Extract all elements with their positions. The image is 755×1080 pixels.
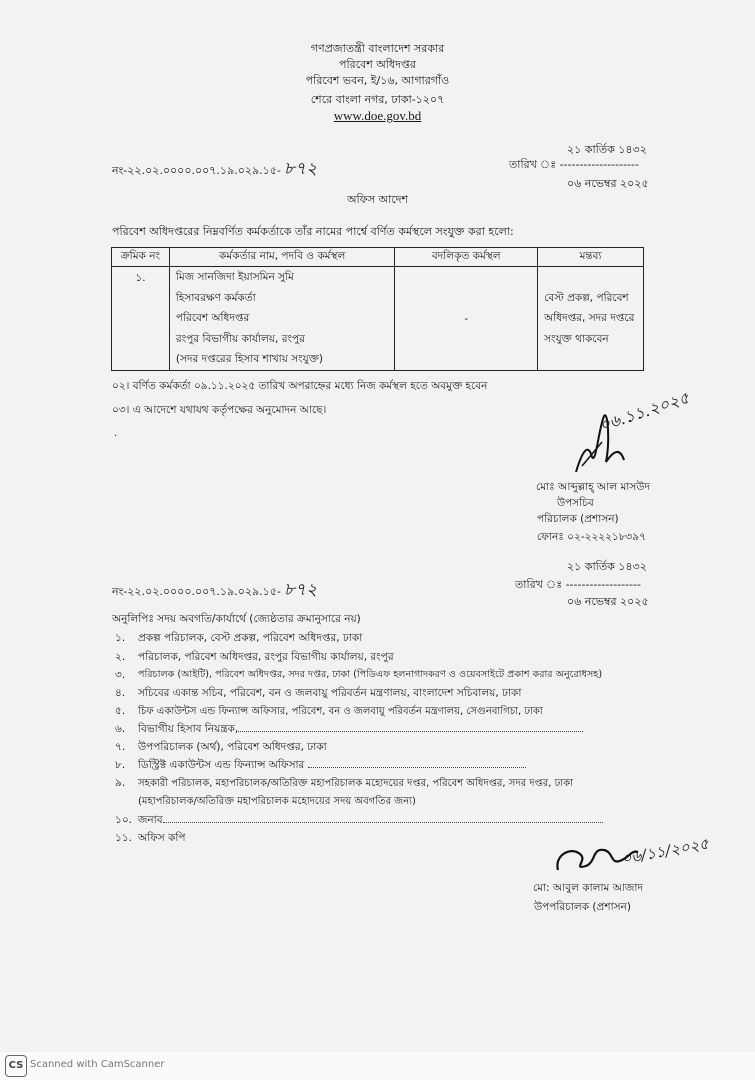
govt-title: গণপ্রজাতন্ত্রী বাংলাদেশ সরকার <box>310 42 445 55</box>
signature-2-date: ০৬/১১/২০২৫ <box>620 834 711 868</box>
copy-list-title: অনুলিপিঃ সদয় অবগতি/কার্যার্থে (জ্যেষ্ঠতার ক্রমানুসারে নয়) <box>112 613 361 625</box>
memo2-date-english: ০৬ নভেম্বর ২০২৫ <box>567 595 649 608</box>
fill-line <box>163 822 603 823</box>
officer-designation: হিসাবরক্ষণ কর্মকর্তা <box>175 291 256 304</box>
memo2-number: নং-২২.০২.০০০০.০০৭.১৯.০২৯.১৫- ৮৭২ <box>112 580 318 600</box>
handwritten-memo2-no: ৮৭২ <box>283 580 318 600</box>
copy-item-num: ১. <box>115 632 126 644</box>
cell-remarks <box>538 267 644 371</box>
copy-item-num: ৫. <box>115 705 126 717</box>
officer-office: রংপুর বিভাগীয় কার্যালয়, রংপুর <box>175 332 305 345</box>
officer-department: পরিবেশ অধিদপ্তর <box>175 312 250 324</box>
copy-item: সচিবের একান্ত সচিব, পরিবেশ, বন ও জলবায়ু পরিবর্তন মন্ত্রণালয়, বাংলাদেশ সচিবালয়, ঢাকা <box>138 687 522 699</box>
officer-name: মিজ সানজিদা ইয়াসমিন সুমি <box>175 271 294 283</box>
department-name: পরিবেশ অধিদপ্তর <box>339 58 416 71</box>
memo-number: নং-২২.০২.০০০০.০০৭.১৯.০২৯.১৫- ৮৭২ <box>112 159 318 179</box>
camscanner-logo: CS <box>5 1055 27 1077</box>
table-header-row <box>112 248 644 267</box>
copy-item-note: (মহাপরিচালক/অতিরিক্ত মহাপরিচালক মহোদয়ের সদয় অবগতির জন্য) <box>138 796 416 807</box>
copy-item: চিফ একাউন্টস এন্ড ফিন্যান্স অফিসার, পরিবেশ, বন ও জলবায়ু পরিবর্তন মন্ত্রণালয়, সেগুনবাগিচা, ঢাকা <box>138 706 543 717</box>
copy-item-num: ৪. <box>115 687 126 699</box>
address-line1: পরিবেশ ভবন, ই/১৬, আগারগাঁও <box>305 74 450 87</box>
office-order-title: অফিস আদেশ <box>346 193 408 206</box>
copy-item: পরিচালক, পরিবেশ অধিদপ্তর, রংপুর বিভাগীয় কার্যালয়, রংপুর <box>138 651 394 663</box>
memo-date-bangla: ২১ কার্তিক ১৪৩২ <box>567 143 647 156</box>
memo-date: তারিখ ঃ -------------------- <box>509 158 639 171</box>
cell-transfer: - <box>395 267 538 371</box>
signature-1-date: ০৬.১১.২০২৫ <box>596 388 692 435</box>
fill-line <box>238 731 583 732</box>
memo2-date: তারিখ ঃ ------------------- <box>515 578 641 591</box>
signatory-1-designation: উপসচিব <box>557 497 594 509</box>
memo2-date-bangla: ২১ কার্তিক ১৪৩২ <box>567 560 647 573</box>
website-link[interactable]: www.doe.gov.bd <box>333 108 422 123</box>
copy-item-num: ২. <box>115 651 126 663</box>
handwritten-memo-no: ৮৭২ <box>283 159 318 179</box>
point-02: ০২। বর্ণিত কর্মকর্তা ০৯.১১.২০২৫ তারিখ অপরাহ্নের মধ্যে নিজ কর্মস্থল হতে অবমুক্ত হবেন <box>112 380 488 392</box>
memo-date-english: ০৬ নভেম্বর ২০২৫ <box>567 177 649 190</box>
officer-table <box>111 247 644 371</box>
stray-dot: . <box>114 428 118 439</box>
col-officer: কর্মকর্তার নাম, পদবি ও কর্মস্থল <box>169 248 395 267</box>
copy-item: অফিস কপি <box>138 832 186 844</box>
copy-item: ডিস্ট্রিক্ট একাউন্টস এন্ড ফিন্যান্স অফিসার <box>138 758 526 775</box>
signatory-1-role: পরিচালক (প্রশাসন) <box>537 513 619 525</box>
remarks-line: সংযুক্ত থাকবেন <box>544 332 609 345</box>
address-line2: শেরে বাংলা নগর, ঢাকা-১২০৭ <box>310 93 445 106</box>
scanner-text: Scanned with CamScanner <box>30 1059 165 1070</box>
signatory-1-phone: ফোনঃ ০২-২২২২১৮৩৯৭ <box>537 531 647 543</box>
officer-attachment: (সদর দপ্তরের হিসাব শাখায় সংযুক্ত) <box>175 353 324 365</box>
office-order-intro: পরিবেশ অধিদপ্তরের নিম্নবর্ণিত কর্মকর্তাকে তাঁর নামের পার্শ্বে বর্ণিত কর্মস্থলে সংযুক্ত করা হলো: <box>112 225 514 238</box>
cell-officer <box>169 267 395 371</box>
col-transfer: বদলিকৃত কর্মস্থল <box>395 248 538 267</box>
signatory-2-name: মো: আবুল কালাম আজাদ <box>533 882 643 894</box>
copy-item-num: ৩. <box>115 669 126 681</box>
fill-line <box>308 767 526 768</box>
point-03: ০৩। এ আদেশে যথাযথ কর্তৃপক্ষের অনুমোদন আছে। <box>112 404 327 416</box>
copy-item: পরিচালক (আইটি), পরিবেশ অধিদপ্তর, সদর দপ্তর, ঢাকা (পিডিএফ হলনাগাদকরণ ও ওয়েবসাইটে প্রকাশ করার অনুরোধসহ) <box>138 669 603 680</box>
copy-item: বিভাগীয় হিসাব নিয়ন্ত্রক, <box>138 722 583 739</box>
col-remarks: মন্তব্য <box>538 248 644 267</box>
copy-item-num: ৯. <box>115 777 126 789</box>
copy-item-num: ৬. <box>115 723 126 735</box>
copy-item-num: ১১. <box>115 832 132 844</box>
col-serial: ক্রমিক নং <box>112 248 170 267</box>
copy-item-num: ১০. <box>115 814 132 826</box>
remarks-line: বেস্ট প্রকল্প, পরিবেশ <box>544 291 629 304</box>
table-row <box>112 267 644 371</box>
copy-item: প্রকল্প পরিচালক, বেস্ট প্রকল্প, পরিবেশ অধিদপ্তর, ঢাকা <box>138 632 363 644</box>
copy-item: উপপরিচালক (অর্থ), পরিবেশ অধিদপ্তর, ঢাকা <box>138 741 327 753</box>
copy-item: জনাব <box>138 813 603 830</box>
copy-item-num: ৭. <box>115 741 126 753</box>
copy-item: সহকারী পরিচালক, মহাপরিচালক/অতিরিক্ত মহাপরিচালক মহোদয়ের দপ্তর, পরিবেশ অধিদপ্তর, সদর দপ্তর, ঢাকা <box>138 778 574 789</box>
scanner-footer <box>0 1052 755 1080</box>
cell-serial: ১. <box>112 267 170 371</box>
remarks-line: অধিদপ্তর, সদর দপ্তরে <box>544 312 635 325</box>
signatory-2-role: উপপরিচালক (প্রশাসন) <box>534 901 631 913</box>
copy-item-num: ৮. <box>115 759 126 771</box>
signatory-1-name: মোঃ আব্দুল্লাহ্ আল মাসউদ <box>536 481 650 493</box>
